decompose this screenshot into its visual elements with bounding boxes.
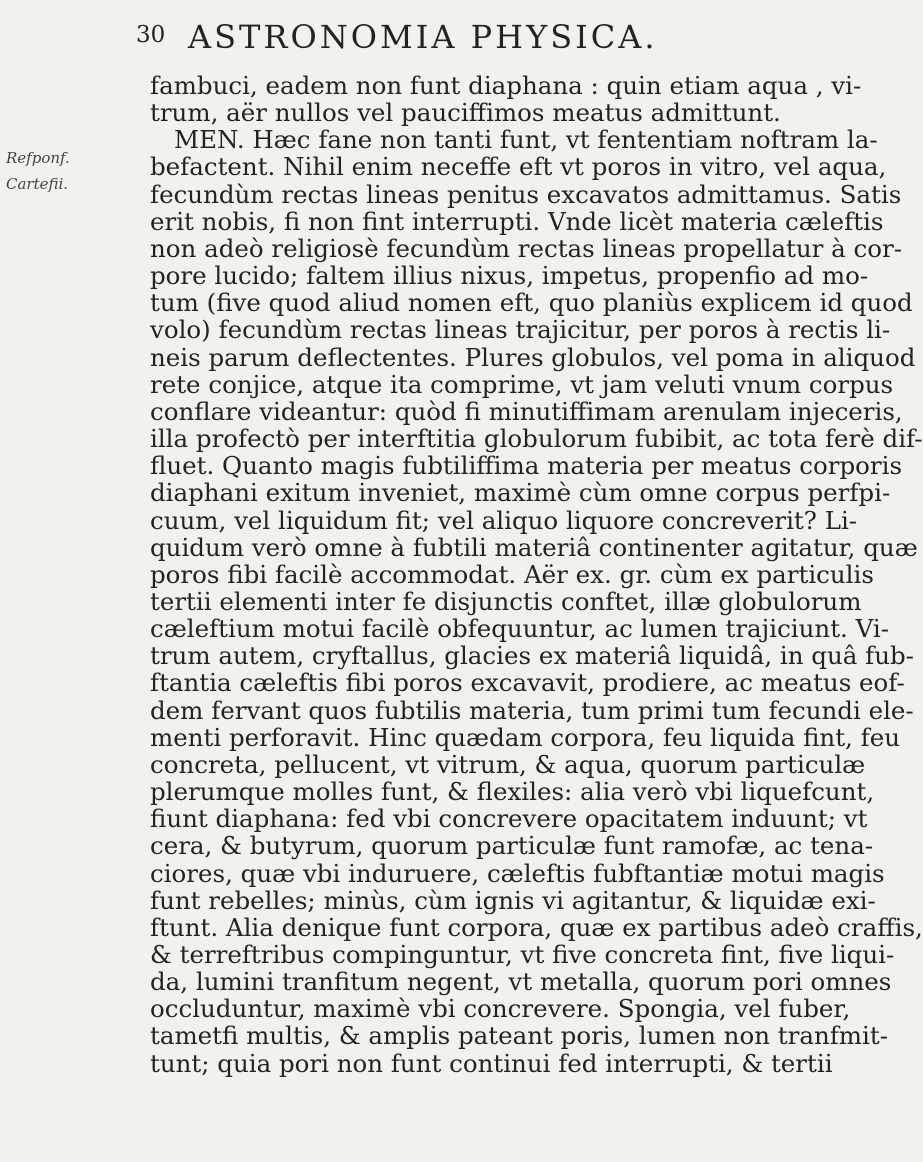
text-line: cuum, vel liquidum fit; vel aliquo liquore concreverit? Li- <box>150 505 858 535</box>
text-line: fiunt diaphana: fed vbi concrevere opacitatem induunt; vt <box>150 804 868 834</box>
text-line: tertii elementi inter fe disjunctis conftet, illæ globulorum <box>150 586 862 616</box>
text-line: fambuci, eadem non funt diaphana : quin etiam aqua , vi- <box>150 71 862 100</box>
text-line: trum autem, cryftallus, glacies ex materiâ liquidâ, in quâ fub- <box>150 641 914 671</box>
text-line: illa profectò per interftitia globulorum fubibit, ac tota ferè dif- <box>150 424 923 454</box>
text-line: menti perforavit. Hinc quædam corpora, feu liquida fint, feu <box>150 722 900 752</box>
text-line: neis parum deflectentes. Plures globulos, vel poma in aliquod <box>150 342 916 372</box>
running-title: ASTRONOMIA PHYSICA. <box>188 18 658 56</box>
margin-note-line: Cartefii. <box>6 175 69 193</box>
text-line: trum, aër nullos vel pauciffimos meatus admittunt. <box>150 98 781 128</box>
text-line: volo) fecundùm rectas lineas trajicitur, per poros à rectis li- <box>150 315 891 345</box>
margin-note <box>6 145 78 197</box>
text-line: plerumque molles funt, & flexiles: alia verò vbi liquefcunt, <box>150 777 875 807</box>
text-line: poros fibi facilè accommodat. Aër ex. gr. cùm ex particulis <box>150 559 874 589</box>
text-line: rete conjice, atque ita comprime, vt jam veluti vnum corpus <box>150 369 894 399</box>
text-line: quidum verò omne à fubtili materiâ continenter agitatur, quæ <box>150 532 918 562</box>
page-header <box>136 14 790 64</box>
text-line: diaphani exitum inveniet, maximè cùm omne corpus perfpi- <box>150 478 891 508</box>
text-line: erit nobis, fi non fint interrupti. Vnde licèt materia cæleftis <box>150 206 884 236</box>
text-line: tum (five quod aliud nomen eft, quo planiùs explicem id quod <box>150 288 913 318</box>
text-line: cæleftium motui facilè obfequuntur, ac lumen trajiciunt. Vi- <box>150 614 889 644</box>
text-line: dem fervant quos fubtilis materia, tum primi tum fecundi ele- <box>150 695 914 725</box>
text-line: befactent. Nihil enim neceffe eft vt poros in vitro, vel aqua, <box>150 152 887 182</box>
text-line: conflare videantur: quòd fi minutiffimam arenulam injeceris, <box>150 396 903 426</box>
text-line: ciores, quæ vbi induruere, cæleftis fubftantiæ motui magis <box>150 858 885 888</box>
text-line: tametfi multis, & amplis pateant poris, lumen non tranfmit- <box>150 1021 888 1051</box>
text-line: cera, & butyrum, quorum particulæ funt ramofæ, ac tena- <box>150 831 874 861</box>
text-line: ftantia cæleftis fibi poros excavavit, prodiere, ac meatus eof- <box>150 668 905 698</box>
text-line: occluduntur, maximè vbi concrevere. Spongia, vel fuber, <box>150 994 851 1024</box>
text-line: & terreftribus compinguntur, vt five concreta fint, five liqui- <box>150 940 895 969</box>
text-line: tunt; quia pori non funt continui fed interrupti, & tertii <box>150 1048 833 1078</box>
margin-note-line: Refponf. <box>6 149 70 167</box>
text-line: non adeò religiosè fecundùm rectas lineas propellatur à cor- <box>150 233 903 263</box>
text-line: ftunt. Alia denique funt corpora, quæ ex partibus adeò craffis, <box>150 912 923 942</box>
text-line: fecundùm rectas lineas penitus excavatos admittamus. Satis <box>150 179 902 209</box>
body-text <box>150 71 923 1078</box>
text-line: funt rebelles; minùs, cùm ignis vi agitantur, & liquidæ exi- <box>150 885 876 915</box>
text-line: pore lucido; faltem illius nixus, impetus, propenfio ad mo- <box>150 261 869 291</box>
text-line: fluet. Quanto magis fubtiliffima materia per meatus corporis <box>150 451 903 481</box>
text-line: concreta, pellucent, vt vitrum, & aqua, quorum particulæ <box>150 749 866 779</box>
page-number: 30 <box>136 22 166 48</box>
text-line: MEN. Hæc fane non tanti funt, vt fententiam noftram la- <box>174 125 878 155</box>
text-line: da, lumini tranfitum negent, vt metalla, quorum pori omnes <box>150 967 892 997</box>
